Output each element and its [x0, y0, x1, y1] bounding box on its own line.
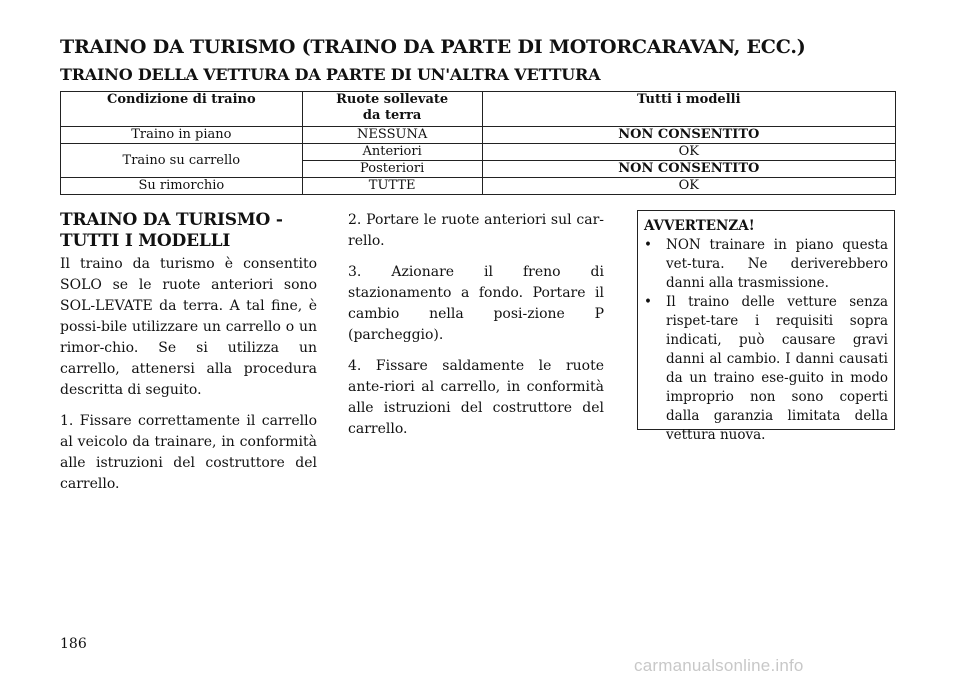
bullet-icon: •	[644, 294, 652, 310]
cell-wheels: NESSUNA	[302, 127, 482, 144]
warning-title: AVVERTENZA!	[644, 218, 755, 234]
step-1: 1. Fissare correttamente il carrello al veicolo da trainare, in conformità alle istruzioni del costruttore del carrello.	[60, 413, 317, 492]
cell-condition: Traino in piano	[61, 127, 303, 144]
cell-models: OK	[482, 178, 895, 195]
header-models: Tutti i modelli	[482, 92, 895, 127]
cell-models: NON CONSENTITO	[482, 161, 895, 178]
page-subheading: TRAINO DELLA VETTURA DA PARTE DI UN'ALTRA VETTURA	[60, 65, 601, 84]
step-3: 3. Azionare il freno di stazionamento a fondo. Portare il cambio nella posi-zione P (parcheggio).	[348, 264, 604, 343]
step-4: 4. Fissare saldamente le ruote ante-riori al carrello, in conformità alle istruzioni del costruttore del carrello.	[348, 358, 604, 437]
cell-wheels: Anteriori	[302, 144, 482, 161]
header-wheels: Ruote sollevate da terra	[302, 92, 482, 127]
page-number: 186	[60, 636, 87, 652]
table-row	[61, 178, 896, 195]
text-column-1	[60, 254, 317, 505]
header-condition: Condizione di traino	[61, 92, 303, 127]
warning-item	[644, 293, 888, 445]
bullet-icon: •	[644, 237, 652, 253]
cell-condition: Su rimorchio	[61, 178, 303, 195]
cell-models: OK	[482, 144, 895, 161]
section-title: TRAINO DA TURISMO - TUTTI I MODELLI	[60, 210, 283, 251]
table-row	[61, 144, 896, 161]
watermark: carmanualsonline.info	[634, 656, 804, 675]
cell-condition: Traino su carrello	[61, 144, 303, 178]
step-2: 2. Portare le ruote anteriori sul car-rello.	[348, 212, 604, 249]
towing-table	[60, 91, 896, 195]
text-column-2	[348, 210, 604, 450]
warning-item	[644, 236, 888, 293]
warning-item-text: Il traino delle vetture senza rispet-tare i requisiti sopra indicati, può causare gravi danni al cambio. I danni causati da un traino ese-guito in modo improprio non sono coperti dalla garanzia limitata della vettura nuova.	[666, 294, 888, 443]
warning-item-text: NON trainare in piano questa vet-tura. Ne deriverebbero danni alla trasmissione.	[666, 237, 888, 291]
page-heading: TRAINO DA TURISMO (TRAINO DA PARTE DI MOTORCARAVAN, ECC.)	[60, 36, 806, 58]
cell-wheels: Posteriori	[302, 161, 482, 178]
table-header-row	[61, 92, 896, 127]
table-row	[61, 127, 896, 144]
intro-paragraph: Il traino da turismo è consentito SOLO se le ruote anteriori sono SOL-LEVATE da terra. A tal fine, è possi-bile utilizzare un carrello o un rimor-chio. Se si utilizza un carrello, attenersi alla procedura descritta di seguito.	[60, 256, 317, 398]
warning-box	[637, 210, 895, 443]
cell-models: NON CONSENTITO	[482, 127, 895, 144]
cell-wheels: TUTTE	[302, 178, 482, 195]
warning-list	[644, 236, 888, 445]
